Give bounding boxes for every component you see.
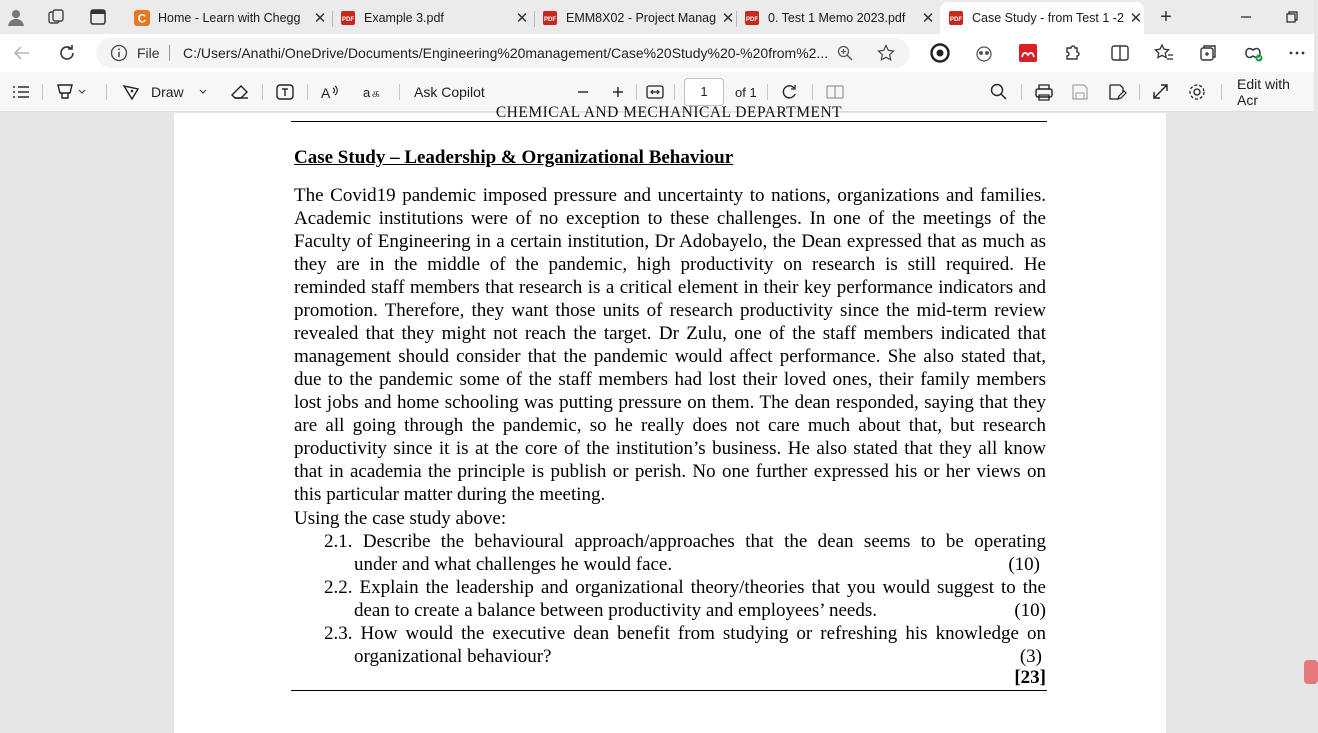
translate-icon bbox=[362, 82, 386, 102]
close-icon[interactable]: ✕ bbox=[1129, 10, 1143, 27]
question-text: 2.3. How would the executive dean benefit from studying or refreshing his knowledge on bbox=[324, 623, 1046, 644]
contents-button[interactable] bbox=[10, 82, 32, 102]
save-button[interactable] bbox=[1069, 82, 1091, 102]
svg-text:PDF: PDF bbox=[746, 17, 758, 23]
close-icon[interactable]: ✕ bbox=[515, 10, 529, 27]
page-number-input[interactable]: 1 bbox=[684, 78, 724, 106]
eraser-icon bbox=[229, 82, 251, 102]
svg-text:C: C bbox=[137, 11, 147, 26]
footer-rule bbox=[291, 690, 1047, 691]
minimize-icon[interactable] bbox=[1234, 5, 1258, 29]
print-button[interactable] bbox=[1033, 82, 1055, 102]
tab-title: 0. Test 1 Memo 2023.pdf bbox=[768, 11, 906, 25]
fullscreen-button[interactable] bbox=[1150, 82, 1172, 102]
highlighter-icon bbox=[54, 82, 76, 102]
gear-icon bbox=[1186, 82, 1208, 102]
more-menu-icon[interactable] bbox=[1286, 42, 1308, 64]
chevron-down-icon[interactable] bbox=[76, 82, 88, 102]
svg-text:PDF: PDF bbox=[342, 17, 354, 23]
new-tab-button[interactable]: + bbox=[1160, 6, 1172, 28]
tab-test1-memo[interactable] bbox=[736, 4, 940, 32]
tab-title: Home - Learn with Chegg bbox=[158, 11, 301, 25]
tab-example3[interactable] bbox=[332, 4, 534, 32]
tab-strip bbox=[0, 0, 1314, 34]
zoom-out-button[interactable] bbox=[572, 82, 594, 102]
svg-text:A: A bbox=[321, 85, 331, 101]
read-aloud-button[interactable] bbox=[319, 82, 341, 102]
divider bbox=[399, 84, 400, 100]
close-icon[interactable]: ✕ bbox=[313, 10, 327, 27]
question-item bbox=[324, 530, 1046, 576]
extensions-icon[interactable] bbox=[1061, 42, 1083, 64]
question-text: 2.1. Describe the behavioural approach/approaches that the dean seems to be operating bbox=[324, 531, 1046, 552]
scheme-label: File bbox=[137, 45, 160, 61]
pdf-icon bbox=[948, 10, 964, 26]
question-item bbox=[324, 576, 1046, 622]
settings-button[interactable] bbox=[1186, 82, 1208, 102]
divider bbox=[1021, 84, 1022, 100]
tab-case-study[interactable] bbox=[940, 2, 1144, 34]
svg-text:a: a bbox=[363, 85, 371, 100]
collections-icon[interactable] bbox=[1197, 42, 1219, 64]
page-view-button[interactable] bbox=[824, 82, 846, 102]
question-item bbox=[324, 622, 1046, 668]
svg-text:க: க bbox=[372, 86, 380, 100]
divider bbox=[812, 84, 813, 100]
copilot-extension-icon[interactable] bbox=[929, 42, 951, 64]
question-item-row bbox=[324, 599, 1046, 622]
edit-with-acrobat-label: Edit with Acr bbox=[1237, 76, 1290, 108]
divider bbox=[169, 45, 170, 61]
highlight-button[interactable] bbox=[54, 82, 88, 102]
divider bbox=[106, 84, 107, 100]
plus-icon bbox=[607, 82, 629, 102]
tab-title: Case Study - from Test 1 -2 bbox=[972, 11, 1124, 25]
chegg-icon bbox=[134, 10, 150, 26]
floating-edit-handle[interactable] bbox=[1304, 660, 1318, 684]
search-icon bbox=[988, 82, 1010, 102]
restore-icon[interactable] bbox=[1280, 5, 1304, 29]
close-icon[interactable]: ✕ bbox=[921, 10, 935, 27]
question-item-row bbox=[324, 645, 1046, 668]
save-as-button[interactable] bbox=[1106, 82, 1128, 102]
minus-icon bbox=[572, 82, 594, 102]
tab-title: EMM8X02 - Project Manag bbox=[566, 11, 717, 25]
draw-pen-icon bbox=[120, 82, 142, 102]
workspaces-icon[interactable] bbox=[46, 7, 66, 27]
mendeley-extension-icon[interactable] bbox=[1017, 42, 1039, 64]
divider bbox=[42, 84, 43, 100]
profile-icon[interactable] bbox=[6, 7, 26, 27]
case-study-paragraph: The Covid19 pandemic imposed pressure and uncertainty to nations, organizations and families. Academic institutions were of no exception to these challenges. In one of the meetings of the Faculty of Engineering in a certain institution, Dr Adobayelo, the Dean expressed that as much as they are in the middle of the pandemic, high productivity on research is still required. He reminded staff members that research is a critical element in their key performance indicators and promotion. Therefore, they want those units of research productivity since the mid-term review revealed that they might not reach the target. Dr Zulu, one of the staff members indicated that management should consider that the pandemic would affect performance. She also stated that, due to the pandemic some of the staff members had lost their loved ones, their family members lost jobs and home schooling was putting pressure on them. The dean responded, saying that they are all going through the pandemic, so he really does not care much about that, but research productivity since it is at the core of the institution’s business. He also stated that they all know that in academia the principle is publish or perish. No one further expressed his or her views on this particular matter during the meeting. bbox=[294, 185, 1046, 505]
read-aloud-icon bbox=[319, 82, 341, 102]
erase-button[interactable] bbox=[229, 82, 251, 102]
pdf-viewer[interactable] bbox=[0, 104, 1314, 714]
tab-actions-icon[interactable] bbox=[88, 7, 108, 27]
back-icon[interactable] bbox=[10, 41, 34, 65]
divider bbox=[1221, 84, 1222, 100]
tab-emm8x02[interactable] bbox=[534, 4, 736, 32]
question-text-cont: dean to create a balance between productivity and employees’ needs. bbox=[354, 600, 877, 621]
browser-essentials-icon[interactable] bbox=[1242, 42, 1264, 64]
address-bar[interactable] bbox=[96, 38, 910, 68]
question-text: 2.2. Explain the leadership and organizational theory/theories that you would suggest to the bbox=[324, 577, 1046, 598]
questions-intro: Using the case study above: bbox=[294, 508, 507, 529]
split-screen-icon[interactable] bbox=[1109, 42, 1131, 64]
fit-page-button[interactable] bbox=[644, 82, 666, 102]
tab-chegg[interactable] bbox=[126, 4, 332, 32]
rotate-button[interactable] bbox=[779, 82, 801, 102]
refresh-icon[interactable] bbox=[55, 41, 79, 65]
expand-icon bbox=[1150, 82, 1172, 102]
pdf-page bbox=[174, 104, 1166, 733]
question-marks: (10) bbox=[1008, 554, 1040, 575]
edit-with-acrobat-button[interactable] bbox=[1237, 76, 1314, 108]
svg-text:PDF: PDF bbox=[950, 17, 962, 23]
divider bbox=[307, 84, 308, 100]
pdf-icon bbox=[340, 10, 356, 26]
divider bbox=[1139, 84, 1140, 100]
find-button[interactable] bbox=[988, 82, 1010, 102]
page-view-icon bbox=[824, 82, 846, 102]
zoom-in-button[interactable] bbox=[607, 82, 629, 102]
divider bbox=[262, 84, 263, 100]
contents-list-icon bbox=[10, 82, 32, 102]
draw-button[interactable] bbox=[120, 82, 214, 102]
save-as-icon bbox=[1106, 82, 1128, 102]
case-study-heading: Case Study – Leadership & Organizational Behaviour bbox=[294, 147, 734, 168]
question-text-cont: organizational behaviour? bbox=[354, 646, 552, 667]
svg-text:PDF: PDF bbox=[544, 17, 556, 23]
favorites-icon[interactable] bbox=[1153, 42, 1175, 64]
info-icon[interactable] bbox=[110, 44, 128, 62]
tracking-prevention-icon[interactable] bbox=[973, 42, 995, 64]
question-item-row bbox=[324, 553, 1046, 576]
tab-title: Example 3.pdf bbox=[364, 11, 444, 25]
text-box-icon bbox=[274, 82, 296, 102]
rotate-icon bbox=[779, 82, 801, 102]
navigation-bar bbox=[0, 34, 1314, 72]
header-rule bbox=[291, 121, 1047, 122]
save-icon bbox=[1069, 82, 1091, 102]
print-icon bbox=[1033, 82, 1055, 102]
favorite-star-icon[interactable] bbox=[876, 43, 896, 63]
close-icon[interactable]: ✕ bbox=[721, 10, 735, 27]
divider bbox=[636, 84, 637, 100]
ask-copilot-button[interactable] bbox=[414, 82, 485, 102]
translate-button[interactable] bbox=[362, 82, 386, 102]
url-text[interactable]: C:/Users/Anathi/OneDrive/Documents/Engineering%20management/Case%20Study%20-%20from%2... bbox=[183, 45, 829, 61]
ask-copilot-label: Ask Copilot bbox=[414, 84, 485, 100]
question-marks: (10) bbox=[1014, 600, 1046, 621]
total-marks: [23] bbox=[1014, 667, 1046, 688]
department-header: CHEMICAL AND MECHANICAL DEPARTMENT bbox=[495, 104, 843, 121]
chevron-down-icon[interactable] bbox=[192, 82, 214, 102]
pdf-icon bbox=[542, 10, 558, 26]
add-text-button[interactable] bbox=[274, 82, 296, 102]
question-marks: (3) bbox=[1019, 646, 1042, 667]
zoom-icon[interactable] bbox=[836, 44, 854, 62]
draw-label: Draw bbox=[151, 84, 184, 100]
pdf-icon bbox=[744, 10, 760, 26]
divider bbox=[767, 84, 768, 100]
fit-to-page-icon bbox=[644, 82, 666, 102]
question-text-cont: under and what challenges he would face. bbox=[354, 554, 673, 575]
divider bbox=[674, 84, 675, 100]
page-total: of 1 bbox=[735, 84, 757, 100]
